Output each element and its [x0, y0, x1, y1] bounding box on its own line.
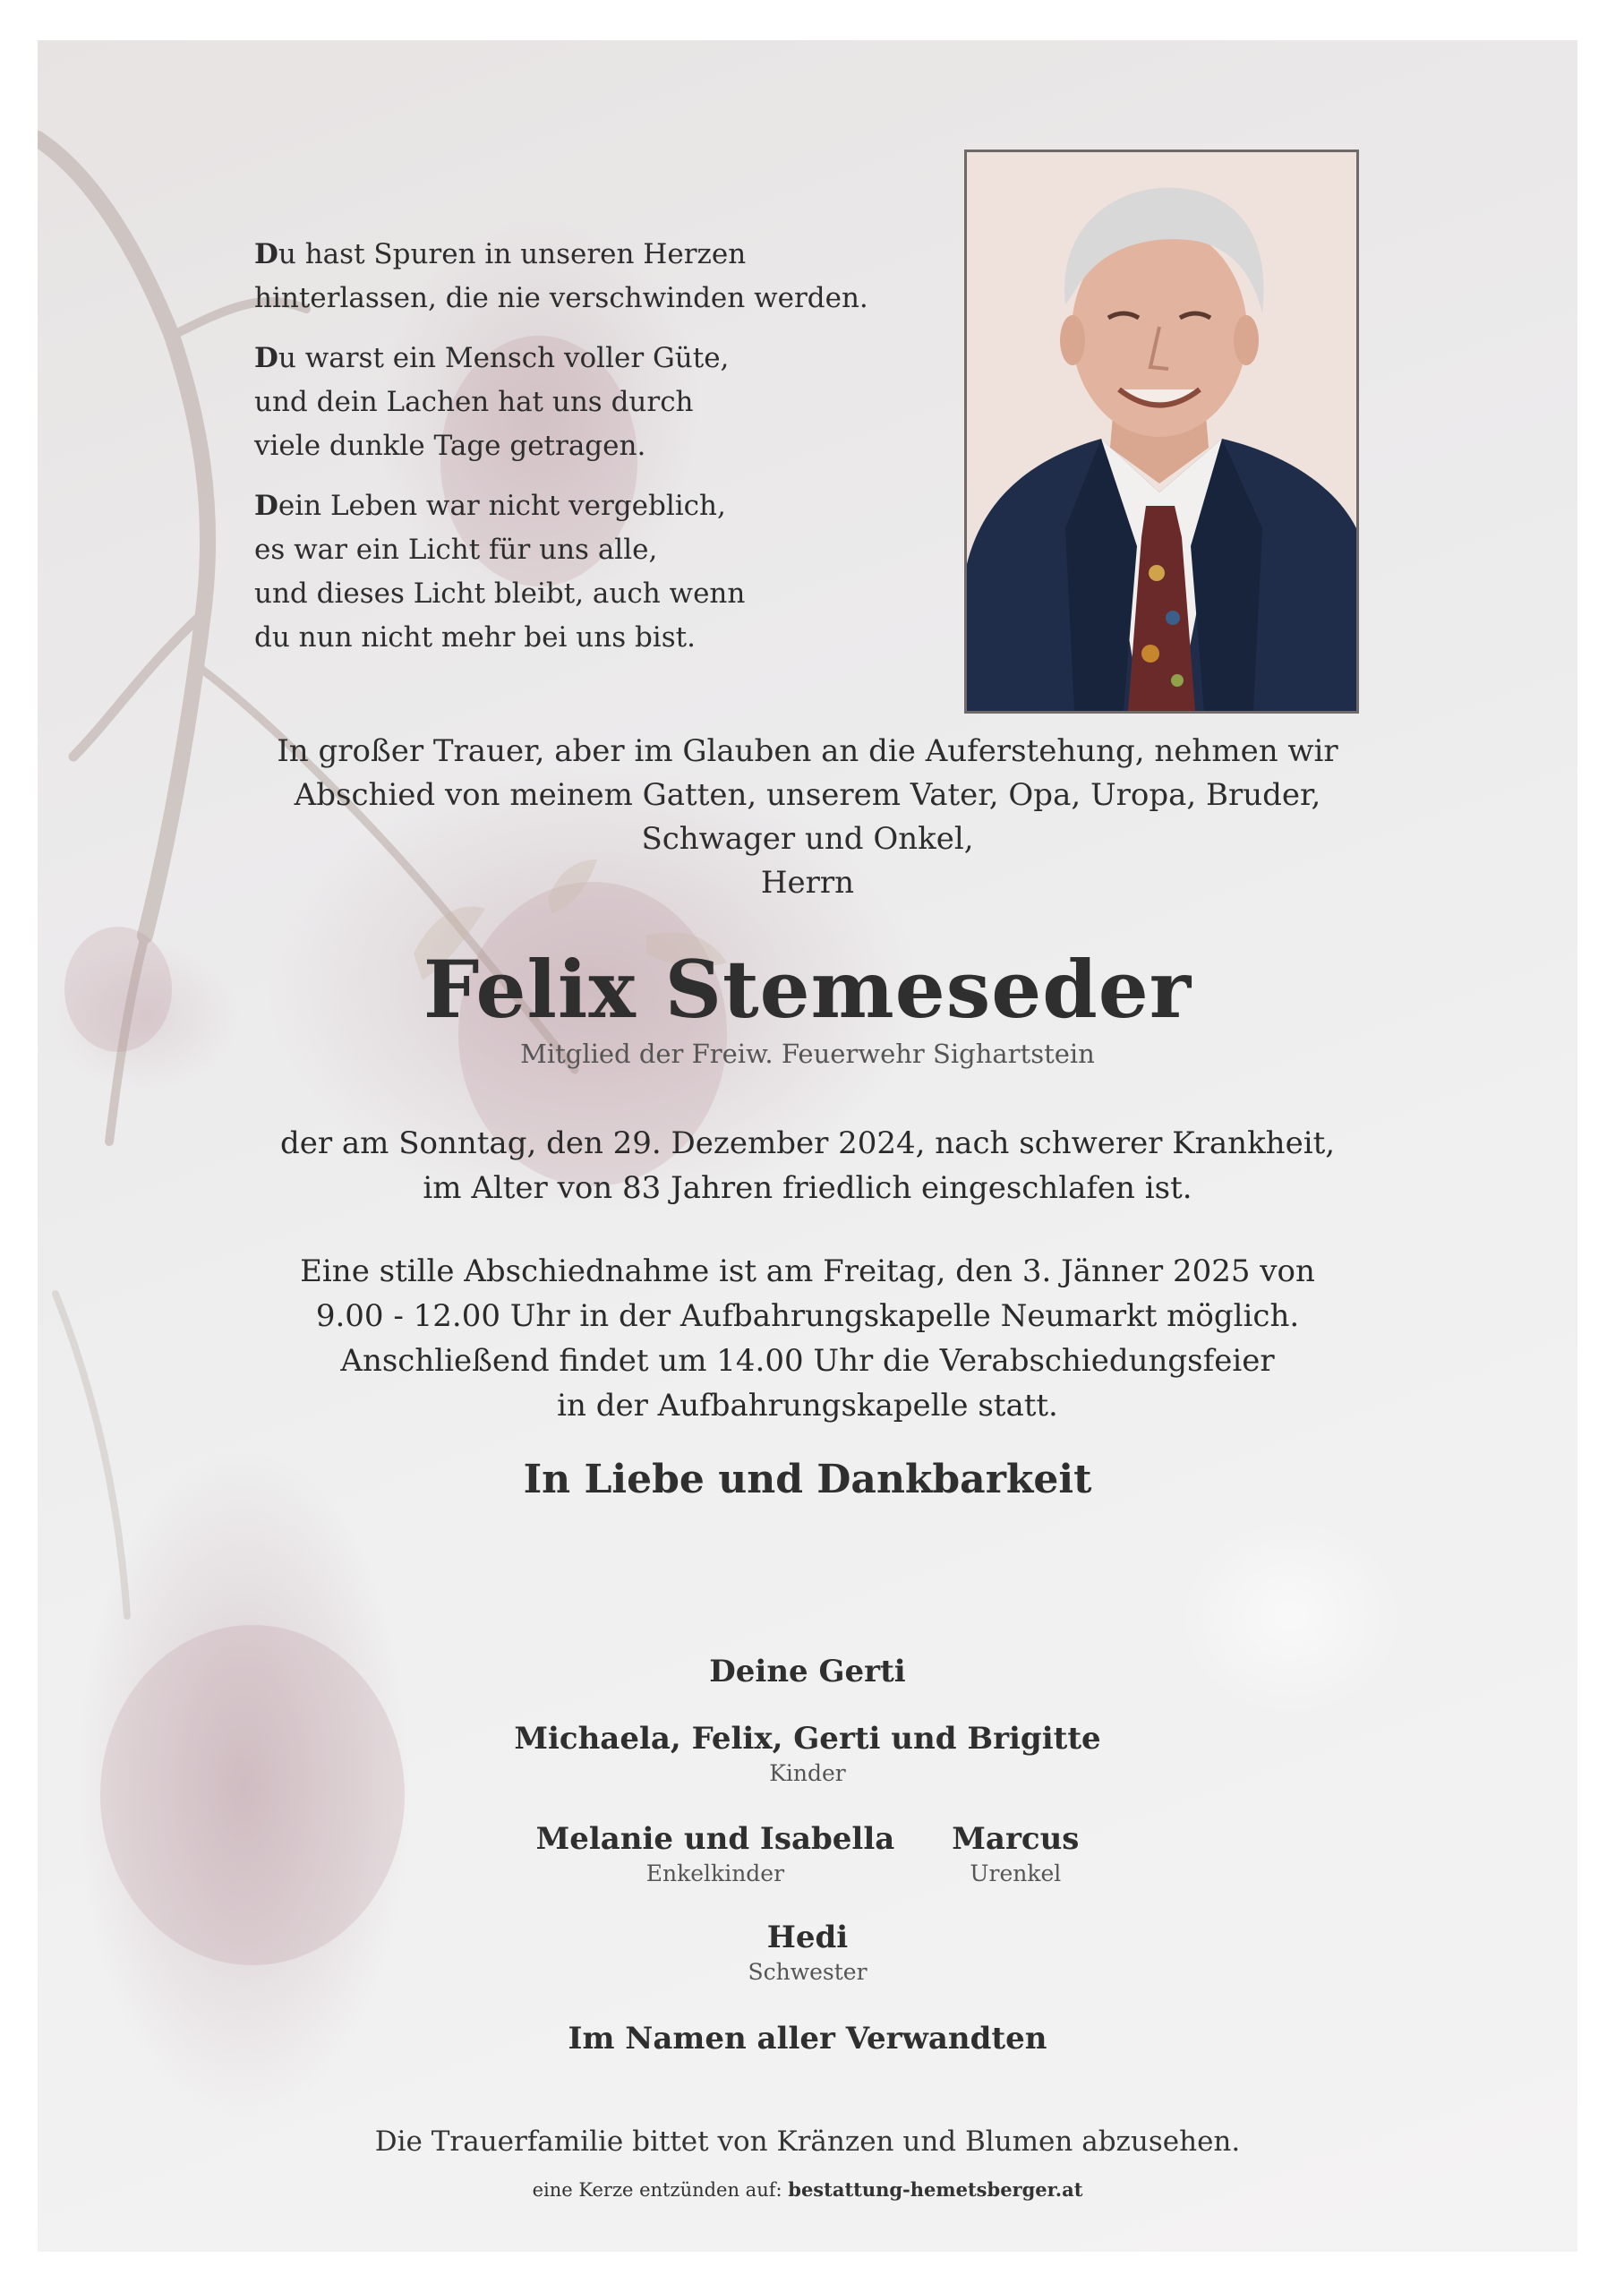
intro-line: In großer Trauer, aber im Glauben an die Auferstehung, nehmen wir — [277, 733, 1338, 769]
death-notice-line: im Alter von 83 Jahren friedlich eingeschlafen ist. — [423, 1170, 1192, 1206]
children-relation: Kinder — [769, 1760, 846, 1786]
farewell-details — [38, 1249, 1577, 1428]
great-grandchildren-relation: Urenkel — [970, 1860, 1062, 1886]
verse-initial: D — [254, 490, 278, 522]
death-notice — [38, 1121, 1577, 1210]
deceased-role: Mitglied der Freiw. Feuerwehr Sighartstein — [520, 1039, 1095, 1069]
verse-stanza — [254, 484, 970, 660]
verse-initial: D — [254, 238, 278, 270]
mourner-children — [38, 1719, 1577, 1789]
candle-prefix: eine Kerze entzünden auf: — [532, 2179, 782, 2201]
farewell-line: 9.00 - 12.00 Uhr in der Aufbahrungskapelle Neumarkt möglich. — [315, 1298, 1300, 1334]
announcement-intro — [38, 730, 1577, 905]
death-notice-line: der am Sonntag, den 29. Dezember 2024, nach schwerer Krankheit, — [279, 1125, 1336, 1161]
mourner-great-grandchildren — [952, 1819, 1079, 1889]
intro-line: Abschied von meinem Gatten, unserem Vater, Opa, Uropa, Bruder, — [294, 777, 1321, 813]
verse-stanza — [254, 233, 970, 321]
memorial-verse — [254, 233, 970, 676]
portrait-photo — [964, 150, 1359, 714]
intro-line: Herrn — [760, 865, 855, 901]
intro-line: Schwager und Onkel, — [641, 821, 974, 857]
verse-initial: D — [254, 342, 278, 374]
mourner-grandchildren-row — [38, 1819, 1577, 1889]
great-grandchildren-names: Marcus — [952, 1821, 1080, 1857]
mourners-heading: In Liebe und Dankbarkeit — [523, 1457, 1092, 1502]
sister-name: Hedi — [766, 1920, 849, 1955]
farewell-line: Anschließend findet um 14.00 Uhr die Verabschiedungsfeier — [340, 1343, 1275, 1379]
mourner-relatives — [38, 2019, 1577, 2058]
children-names: Michaela, Felix, Gerti und Brigitte — [514, 1721, 1101, 1757]
sister-relation: Schwester — [748, 1959, 868, 1985]
verse-text: u hast Spuren in unseren Herzen hinterlassen, die nie verschwinden werden. — [254, 238, 868, 314]
grandchildren-relation: Enkelkinder — [645, 1860, 785, 1886]
mourner-sister — [38, 1918, 1577, 1988]
verse-stanza — [254, 337, 970, 468]
candle-website-link[interactable]: bestattung-hemetsberger.at — [788, 2178, 1083, 2201]
spouse-name: Deine Gerti — [709, 1654, 906, 1689]
flowers-note: Die Trauerfamilie bittet von Kränzen und Blumen abzusehen. — [374, 2125, 1241, 2158]
deceased-name: Felix Stemeseder — [423, 943, 1192, 1036]
grandchildren-names: Melanie und Isabella — [535, 1821, 895, 1857]
mourner-spouse — [38, 1652, 1577, 1691]
relatives-line: Im Namen aller Verwandten — [568, 2021, 1047, 2057]
verse-text: ein Leben war nicht vergeblich, es war ein Licht für uns alle, und dieses Licht bleibt, auch wenn du nun nicht mehr bei uns bist. — [254, 490, 746, 654]
candle-note — [38, 2177, 1577, 2203]
farewell-line: Eine stille Abschiednahme ist am Freitag, den 3. Jänner 2025 von — [300, 1253, 1315, 1289]
portrait-illustration — [967, 152, 1356, 711]
mourner-grandchildren — [536, 1819, 895, 1889]
obituary-sheet — [38, 40, 1577, 2252]
verse-text: u warst ein Mensch voller Güte, und dein Lachen hat uns durch viele dunkle Tage getragen. — [254, 342, 730, 462]
farewell-line: in der Aufbahrungskapelle statt. — [557, 1388, 1058, 1424]
